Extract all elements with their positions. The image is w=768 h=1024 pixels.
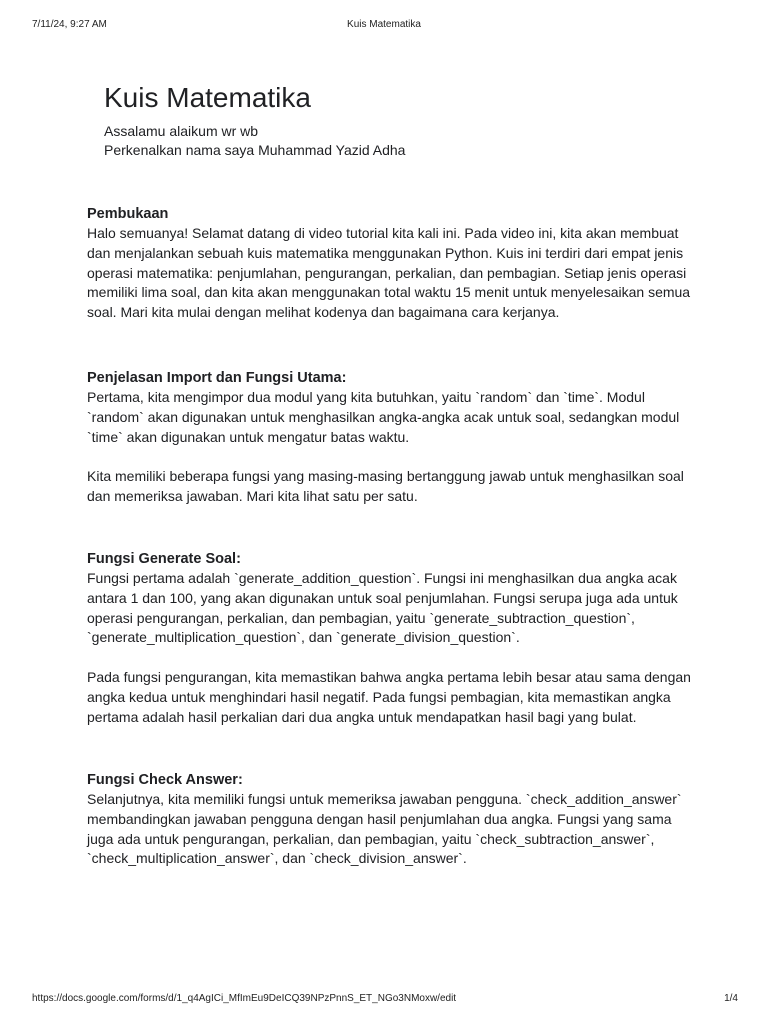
section-title: Fungsi Check Answer: [87,772,243,788]
print-page-number: 1/4 [724,993,738,1004]
section-paragraph: Fungsi pertama adalah `generate_addition_question`. Fungsi ini menghasilkan dua angka acak antara 1 dan 100, yang akan digunakan untuk soal penjumlahan. Fungsi serupa juga ada untuk operasi pengurangan, perkalian, dan pembagian, yaitu `generate_subtraction_question`, `generate_multiplication_question`, dan `generate_division_question`. [87,570,678,646]
section-paragraph: Kita memiliki beberapa fungsi yang masing-masing bertanggung jawab untuk menghasilkan soal dan memeriksa jawaban. Mari kita lihat satu per satu. [87,468,684,504]
print-doc-title: Kuis Matematika [347,19,421,30]
section-paragraph: Selanjutnya, kita memiliki fungsi untuk memeriksa jawaban pengguna. `check_addition_answer` membandingkan jawaban pengguna dengan hasil penjumlahan dua angka. Fungsi yang sama juga ada untuk pengurangan, perkalian, dan pembagian, yaitu `check_subtraction_answer`, `check_multiplication_answer`, dan `check_division_answer`. [87,791,682,867]
form-description-line: Assalamu alaikum wr wb [104,123,259,139]
section-check-answer [87,771,697,869]
form-title: Kuis Matematika [104,82,311,113]
section-pembukaan [87,205,697,323]
form-description [104,122,704,160]
section-generate [87,550,697,727]
form-header [104,80,704,160]
print-datetime: 7/11/24, 9:27 AM [32,19,107,30]
section-title: Penjelasan Import dan Fungsi Utama: [87,370,347,386]
form-description-line: Perkenalkan nama saya Muhammad Yazid Adha [104,142,406,158]
section-import [87,369,697,507]
section-paragraph: Pada fungsi pengurangan, kita memastikan bahwa angka pertama lebih besar atau sama dengan angka kedua untuk menghindari hasil negatif. Pada fungsi pembagian, kita memastikan angka pertama adalah hasil perkalian dari dua angka untuk mendapatkan hasil bagi yang bulat. [87,668,691,725]
print-header [0,19,768,33]
section-title: Pembukaan [87,206,169,222]
print-footer [0,993,768,1007]
print-url: https://docs.google.com/forms/d/1_q4AgICi_MfImEu9DeICQ39NPzPnnS_ET_NGo3NMoxw/edit [32,993,457,1004]
section-paragraph: Halo semuanya! Selamat datang di video tutorial kita kali ini. Pada video ini, kita akan membuat dan menjalankan sebuah kuis matematika menggunakan Python. Kuis ini terdiri dari empat jenis operasi matematika: penjumlahan, pengurangan, perkalian, dan pembagian. Setiap jenis operasi memiliki lima soal, dan kita akan menggunakan total waktu 15 menit untuk menyelesaikan semua soal. Mari kita mulai dengan melihat kodenya dan bagaimana cara kerjanya. [87,225,691,321]
section-paragraph: Pertama, kita mengimpor dua modul yang kita butuhkan, yaitu `random` dan `time`. Modul `random` akan digunakan untuk menghasilkan angka-angka acak untuk soal, sedangkan modul `time` akan digunakan untuk mengatur batas waktu. [87,389,680,445]
section-title: Fungsi Generate Soal: [87,551,241,567]
